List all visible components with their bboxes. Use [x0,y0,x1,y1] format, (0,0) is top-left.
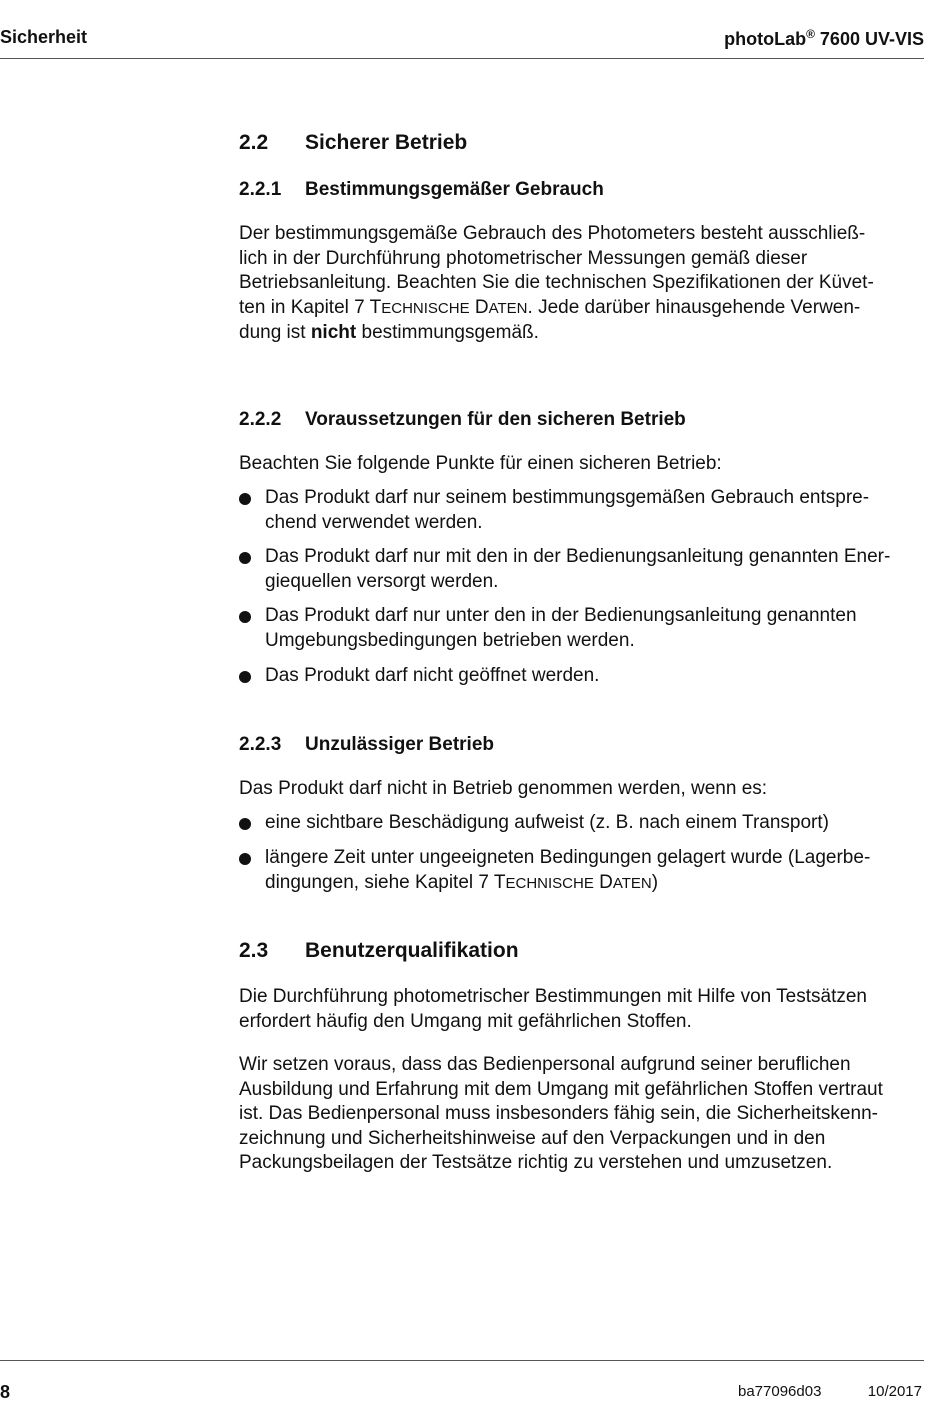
running-header-product [724,27,924,50]
subsection-number: 2.2.3 [239,734,282,755]
paragraph-intended-use [239,222,924,346]
subsection-heading-2-2-3 [239,734,924,756]
subsection-title: Voraussetzungen für den sicheren Betrieb [305,409,686,430]
chapter-reference: TECHNISCHE DATEN [493,871,652,893]
subsection-number: 2.2.1 [239,179,282,200]
section-title: Sicherer Betrieb [305,131,468,154]
section-heading-2-3 [239,939,924,963]
text-line: Der bestimmungsgemäße Gebrauch des Photometers besteht ausschließ- [239,223,866,244]
subsection-heading-2-2-1 [239,179,924,201]
subsection-number: 2.2.2 [239,409,282,430]
running-header-section: Sicherheit [0,27,88,47]
bullet-icon [239,611,251,623]
subsection-heading-2-2-2 [239,409,924,431]
list-item: Das Produkt darf nur mit den in der Bedienungsanleitung genannten Ener- giequellen versorgt werden. [239,545,924,594]
bullet-icon [239,552,251,564]
text-line: Betriebsanleitung. Beachten Sie die technischen Spezifikationen der Küvet- [239,272,874,293]
text-line: Ausbildung und Erfahrung mit dem Umgang mit gefährlichen Stoffen vertraut [239,1078,883,1100]
list-item: Das Produkt darf nur seinem bestimmungsgemäßen Gebrauch entspre- chend verwendet werden. [239,486,924,535]
text-line: erfordert häufig den Umgang mit gefährlichen Stoffen. [239,1010,692,1032]
text-line: ten in Kapitel 7 TECHNISCHE DATEN. Jede darüber hinausgehende Verwen- [239,296,861,318]
list-item: eine sichtbare Beschädigung aufweist (z. B. nach einem Transport) [239,811,924,836]
section-number: 2.2 [239,131,269,154]
text-line: Wir setzen voraus, dass das Bedienpersonal aufgrund seiner beruflichen [239,1054,851,1075]
list-item: Das Produkt darf nur unter den in der Bedienungsanleitung genannten Umgebungsbedingungen betrieben werden. [239,604,924,653]
bullet-icon [239,493,251,505]
paragraph-user-qualification-1 [239,985,924,1034]
text-line: ist. Das Bedienpersonal muss insbesonders fähig sein, die Sicherheitskenn- [239,1103,878,1124]
section-title: Benutzerqualifikation [305,939,519,962]
product-model: 7600 UV-VIS [814,29,924,49]
text-line: lich in der Durchführung photometrischer Messungen gemäß dieser [239,247,808,269]
product-brand: photoLab [724,29,807,49]
list-item: längere Zeit unter ungeeigneten Bedingungen gelagert wurde (Lagerbe- dingungen, siehe Kapitel 7 TECHNISCHE DATEN) [239,846,924,896]
bullet-icon [239,818,251,830]
bullet-icon [239,671,251,683]
list-item: Das Produkt darf nicht geöffnet werden. [239,664,924,689]
document-date: 10/2017 [867,1383,922,1400]
section-heading-2-2 [239,131,924,155]
chapter-reference: TECHNISCHE DATEN [369,296,528,318]
paragraph-prohibited-operation-intro: Das Produkt darf nicht in Betrieb genommen werden, wenn es: [239,778,768,799]
emphasis-nicht: nicht [310,322,357,343]
paragraph-user-qualification-2 [239,1053,924,1176]
page-number: 8 [0,1382,11,1402]
paragraph-safe-operation-intro: Beachten Sie folgende Punkte für einen sicheren Betrieb: [239,453,722,474]
footer-divider [0,1360,924,1361]
text-line: Die Durchführung photometrischer Bestimmungen mit Hilfe von Testsätzen [239,986,867,1007]
document-id: ba77096d03 [738,1383,822,1400]
text-line: dung ist nicht bestimmungsgemäß. [239,322,539,343]
registered-mark: ® [806,27,815,41]
text-line: zeichnung und Sicherheitshinweise auf den Verpackungen und in den [239,1127,826,1149]
section-number: 2.3 [239,939,269,962]
subsection-title: Unzulässiger Betrieb [305,734,494,755]
bullet-icon [239,853,251,865]
subsection-title: Bestimmungsgemäßer Gebrauch [305,179,604,200]
header-divider [0,58,924,59]
text-line: Packungsbeilagen der Testsätze richtig zu verstehen und umzusetzen. [239,1152,833,1173]
